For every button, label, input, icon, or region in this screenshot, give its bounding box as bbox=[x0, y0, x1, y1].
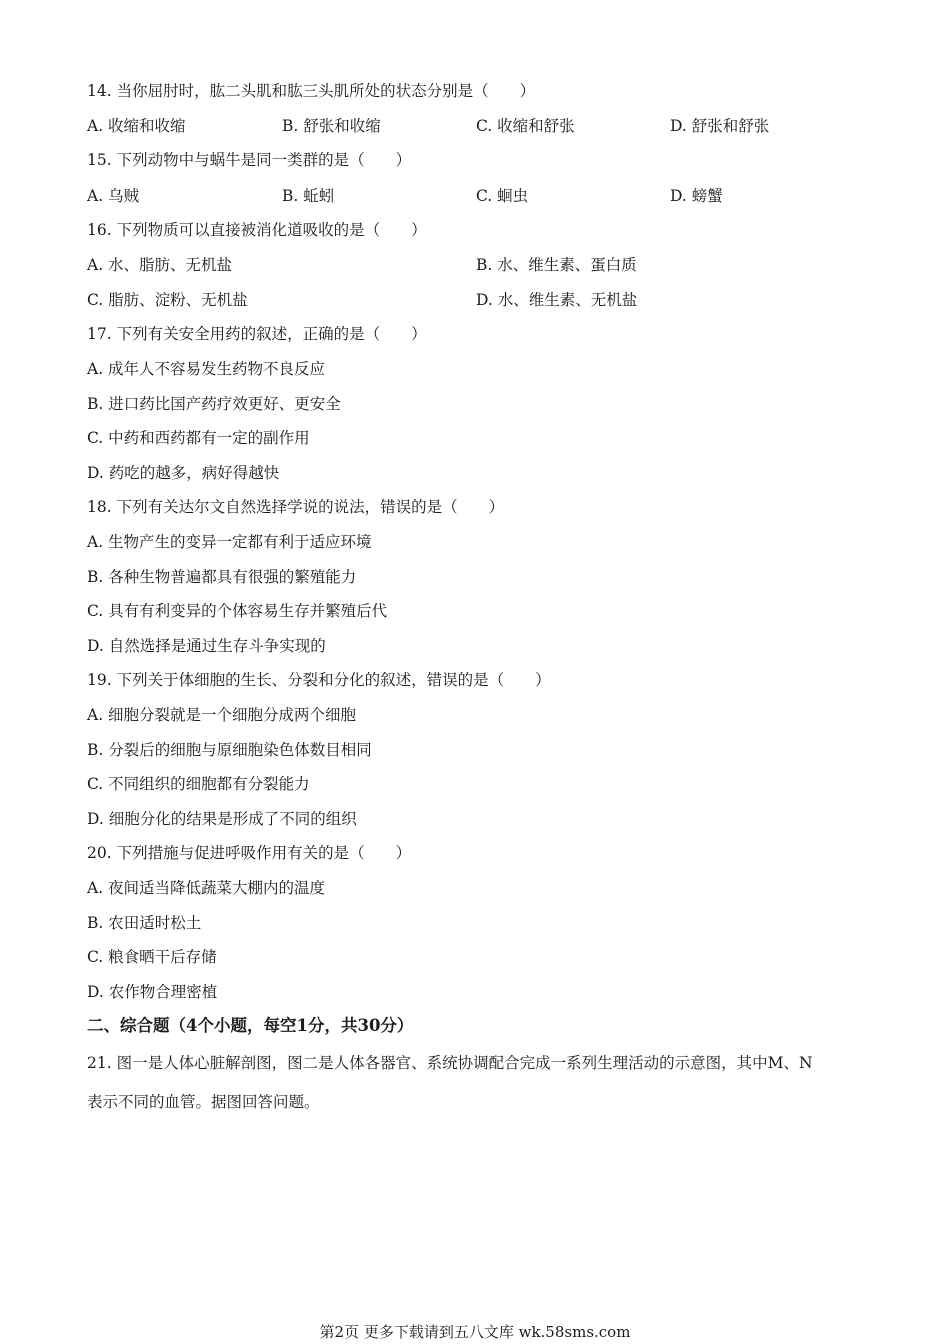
question-20-option-c: C. 粮食晒干后存储 bbox=[87, 948, 217, 966]
question-20-option-d: D. 农作物合理密植 bbox=[87, 983, 218, 1001]
question-15-option-c: C. 蛔虫 bbox=[476, 187, 529, 205]
question-20-option-b: B. 农田适时松土 bbox=[87, 914, 202, 932]
question-14-option-a: A. 收缩和收缩 bbox=[87, 117, 186, 135]
question-16-stem: 16. 下列物质可以直接被消化道吸收的是（ ） bbox=[87, 221, 427, 239]
question-20-stem: 20. 下列措施与促进呼吸作用有关的是（ ） bbox=[87, 844, 412, 862]
question-17-stem: 17. 下列有关安全用药的叙述，正确的是（ ） bbox=[87, 325, 427, 343]
question-15-stem: 15. 下列动物中与蜗牛是同一类群的是（ ） bbox=[87, 151, 412, 169]
question-14-option-c: C. 收缩和舒张 bbox=[476, 117, 575, 135]
question-19-option-d: D. 细胞分化的结果是形成了不同的组织 bbox=[87, 810, 357, 828]
section-2-title: 二、综合题（4个小题，每空1分，共30分） bbox=[87, 1016, 414, 1035]
question-19-option-b: B. 分裂后的细胞与原细胞染色体数目相同 bbox=[87, 741, 372, 759]
question-19-option-a: A. 细胞分裂就是一个细胞分成两个细胞 bbox=[87, 706, 357, 724]
question-16-option-a: A. 水、脂肪、无机盐 bbox=[87, 256, 233, 274]
question-17-option-c: C. 中药和西药都有一定的副作用 bbox=[87, 429, 310, 447]
question-16-option-d: D. 水、维生素、无机盐 bbox=[476, 291, 638, 309]
question-16-option-b: B. 水、维生素、蛋白质 bbox=[476, 256, 637, 274]
question-17-option-d: D. 药吃的越多，病好得越快 bbox=[87, 464, 280, 482]
question-20-option-a: A. 夜间适当降低蔬菜大棚内的温度 bbox=[87, 879, 326, 897]
question-14-stem: 14. 当你屈肘时，肱二头肌和肱三头肌所处的状态分别是（ ） bbox=[87, 82, 536, 100]
page-footer: 第2页 更多下载请到五八文库 wk.58sms.com bbox=[319, 1323, 631, 1341]
question-15-option-b: B. 蚯蚓 bbox=[282, 187, 335, 205]
question-21-line-1: 21. 图一是人体心脏解剖图，图二是人体各器官、系统协调配合完成一系列生理活动的示意图，其中M、N bbox=[87, 1054, 813, 1072]
question-15-option-d: D. 螃蟹 bbox=[670, 187, 723, 205]
question-18-option-b: B. 各种生物普遍都具有很强的繁殖能力 bbox=[87, 568, 357, 586]
question-18-option-c: C. 具有有利变异的个体容易生存并繁殖后代 bbox=[87, 602, 388, 620]
question-17-option-a: A. 成年人不容易发生药物不良反应 bbox=[87, 360, 326, 378]
question-15-option-a: A. 乌贼 bbox=[87, 187, 140, 205]
question-18-stem: 18. 下列有关达尔文自然选择学说的说法，错误的是（ ） bbox=[87, 498, 505, 516]
question-17-option-b: B. 进口药比国产药疗效更好、更安全 bbox=[87, 395, 341, 413]
question-19-stem: 19. 下列关于体细胞的生长、分裂和分化的叙述，错误的是（ ） bbox=[87, 671, 551, 689]
question-14-option-d: D. 舒张和舒张 bbox=[670, 117, 770, 135]
question-18-option-d: D. 自然选择是通过生存斗争实现的 bbox=[87, 637, 326, 655]
question-18-option-a: A. 生物产生的变异一定都有利于适应环境 bbox=[87, 533, 372, 551]
question-14-option-b: B. 舒张和收缩 bbox=[282, 117, 381, 135]
question-16-option-c: C. 脂肪、淀粉、无机盐 bbox=[87, 291, 248, 309]
question-21-line-2: 表示不同的血管。据图回答问题。 bbox=[87, 1093, 320, 1111]
question-19-option-c: C. 不同组织的细胞都有分裂能力 bbox=[87, 775, 310, 793]
